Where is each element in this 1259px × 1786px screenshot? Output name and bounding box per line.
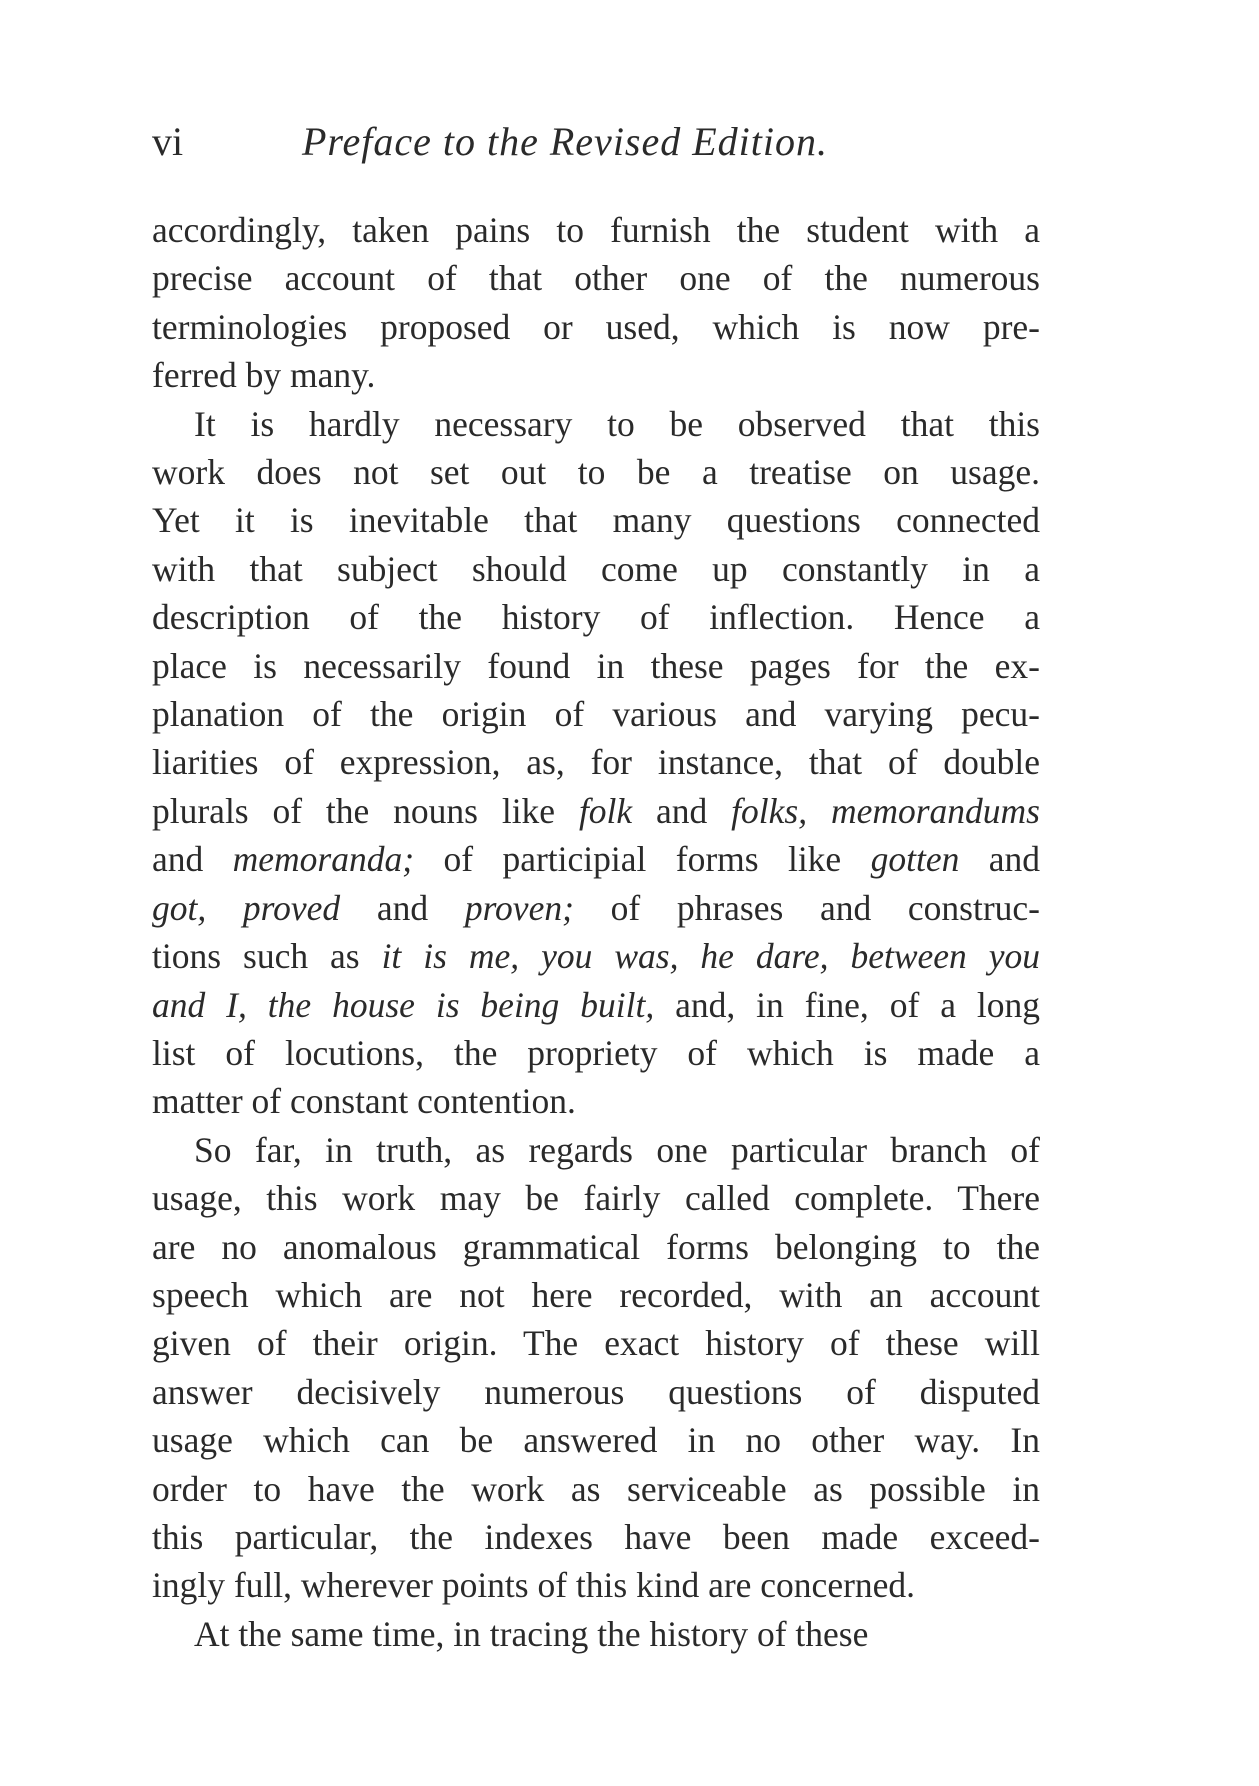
text-line bbox=[152, 835, 1040, 883]
text-segment: ferred by many. bbox=[152, 355, 376, 396]
italic-text: proven; bbox=[464, 887, 574, 928]
text-line bbox=[152, 1029, 1040, 1077]
text-segment: So far, in truth, as regards one particular branch of bbox=[194, 1129, 1040, 1170]
text-line bbox=[152, 981, 1040, 1029]
text-line bbox=[152, 1513, 1040, 1561]
text-segment: list of locutions, the propriety of which is made a bbox=[152, 1032, 1040, 1073]
text-segment: precise account of that other one of the numerous bbox=[152, 258, 1040, 299]
text-segment: are no anomalous grammatical forms belonging to the bbox=[152, 1226, 1040, 1267]
text-segment: with that subject should come up constantly in a bbox=[152, 548, 1040, 589]
text-line bbox=[152, 1416, 1040, 1464]
text-line bbox=[152, 690, 1040, 738]
text-segment: this particular, the indexes have been made exceed- bbox=[152, 1516, 1040, 1557]
text-line bbox=[152, 932, 1040, 980]
text-line bbox=[152, 593, 1040, 641]
paragraph bbox=[152, 206, 1040, 400]
body-text bbox=[152, 206, 1040, 1658]
paragraph bbox=[152, 400, 1040, 1126]
text-segment: usage, this work may be fairly called complete. There bbox=[152, 1178, 1040, 1219]
text-line bbox=[152, 1319, 1040, 1367]
text-segment: and bbox=[959, 839, 1040, 880]
text-segment: of participial forms like bbox=[414, 839, 871, 880]
text-segment: terminologies proposed or used, which is now pre- bbox=[152, 306, 1040, 347]
text-line bbox=[152, 642, 1040, 690]
text-line bbox=[152, 496, 1040, 544]
text-segment: and bbox=[152, 839, 233, 880]
italic-text: folks, memorandums bbox=[731, 790, 1040, 831]
text-line bbox=[152, 254, 1040, 302]
text-line bbox=[152, 206, 1040, 254]
text-line bbox=[152, 1610, 1040, 1658]
text-line bbox=[152, 303, 1040, 351]
text-line bbox=[152, 884, 1040, 932]
text-line bbox=[152, 448, 1040, 496]
text-line bbox=[152, 1465, 1040, 1513]
text-segment: Yet it is inevitable that many questions connected bbox=[152, 500, 1040, 541]
text-segment: speech which are not here recorded, with an account bbox=[152, 1274, 1040, 1315]
italic-text: got, proved bbox=[152, 887, 341, 928]
text-segment: It is hardly necessary to be observed that this bbox=[194, 403, 1040, 444]
italic-text: folk bbox=[578, 790, 633, 831]
text-line bbox=[152, 351, 1040, 399]
italic-text: and I, the house is being built, bbox=[152, 984, 655, 1025]
paragraph bbox=[152, 1610, 1040, 1658]
text-line bbox=[152, 1174, 1040, 1222]
text-segment: tions such as bbox=[152, 936, 382, 977]
italic-text: it is me, you was, he dare, between you bbox=[381, 936, 1040, 977]
text-line bbox=[152, 738, 1040, 786]
text-segment: matter of constant contention. bbox=[152, 1081, 576, 1122]
text-segment: plurals of the nouns like bbox=[152, 790, 579, 831]
text-segment: liarities of expression, as, for instance, that of double bbox=[152, 742, 1040, 783]
text-segment: work does not set out to be a treatise on usage. bbox=[152, 452, 1040, 493]
text-line bbox=[152, 1126, 1040, 1174]
text-segment: answer decisively numerous questions of disputed bbox=[152, 1371, 1040, 1412]
text-segment: and bbox=[632, 790, 732, 831]
text-segment: description of the history of inflection. Hence a bbox=[152, 597, 1040, 638]
text-segment: At the same time, in tracing the history of these bbox=[194, 1613, 869, 1654]
text-line bbox=[152, 1223, 1040, 1271]
text-segment: place is necessarily found in these pages for the ex- bbox=[152, 645, 1040, 686]
running-title: Preface to the Revised Edition. bbox=[302, 119, 829, 164]
text-line bbox=[152, 1368, 1040, 1416]
text-segment: and, in fine, of a long bbox=[654, 984, 1040, 1025]
text-segment: usage which can be answered in no other way. In bbox=[152, 1420, 1040, 1461]
text-segment: accordingly, taken pains to furnish the student with a bbox=[152, 210, 1040, 250]
text-segment: order to have the work as serviceable as possible in bbox=[152, 1468, 1040, 1509]
italic-text: gotten bbox=[870, 839, 960, 880]
text-segment: ingly full, wherever points of this kind are concerned. bbox=[152, 1565, 916, 1606]
text-line bbox=[152, 400, 1040, 448]
text-line bbox=[152, 1077, 1040, 1125]
page-header bbox=[152, 118, 1052, 166]
text-line bbox=[152, 1561, 1040, 1609]
text-segment: planation of the origin of various and varying pecu- bbox=[152, 694, 1040, 735]
text-line bbox=[152, 1271, 1040, 1319]
text-segment: given of their origin. The exact history of these will bbox=[152, 1323, 1040, 1364]
text-segment: and bbox=[340, 887, 465, 928]
text-line bbox=[152, 787, 1040, 835]
text-line bbox=[152, 545, 1040, 593]
italic-text: memoranda; bbox=[232, 839, 415, 880]
page-number: vi bbox=[152, 119, 184, 164]
text-segment: of phrases and construc- bbox=[573, 887, 1040, 928]
paragraph bbox=[152, 1126, 1040, 1610]
